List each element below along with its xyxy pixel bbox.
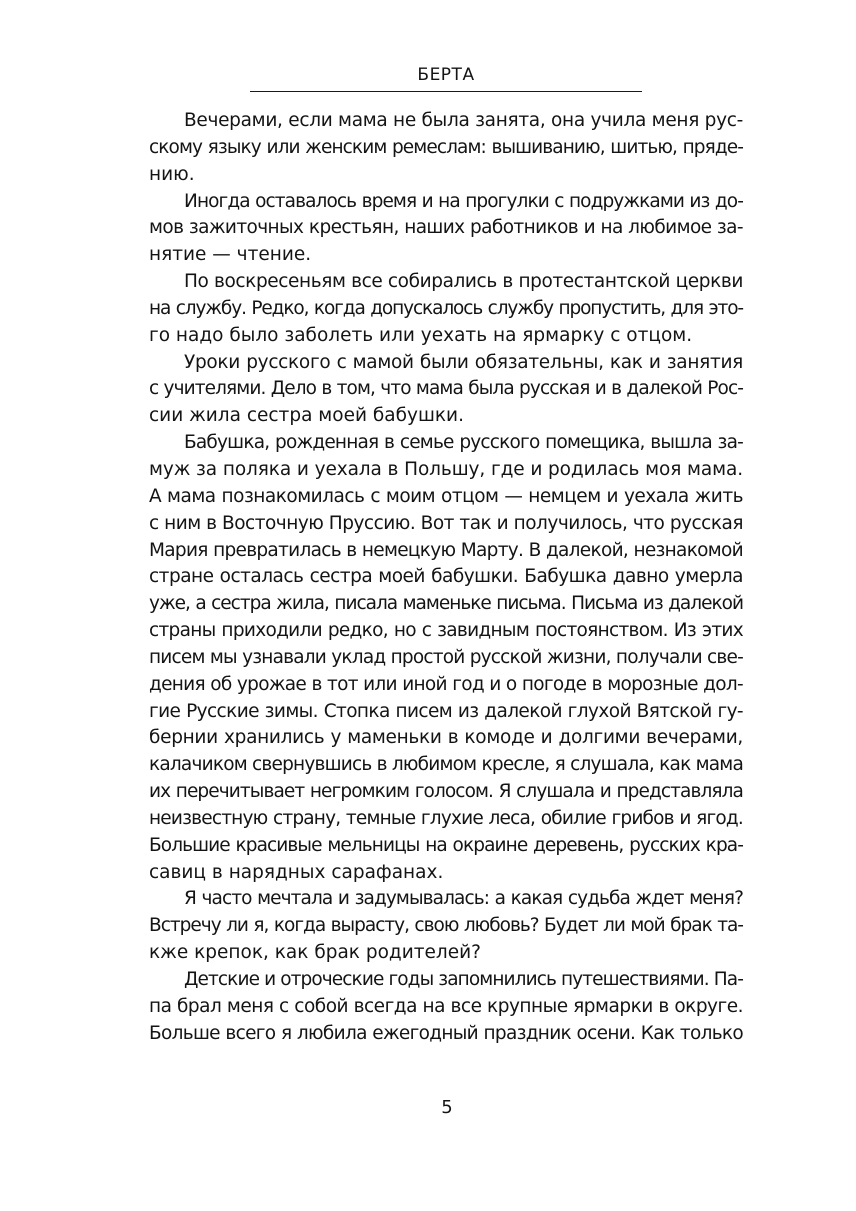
text-line: Бабушка, рожденная в семье русского помещика, вышла за- [184,432,743,454]
text-line: дения об урожае в тот или иной год и о погоде в морозные дол- [149,673,743,695]
text-line: Уроки русского с мамой были обязательны, как и занятия [184,351,743,373]
text-line: гие Русские зимы. Стопка писем из далекой глухой Вятской гу- [149,700,743,722]
text-line: Я часто мечтала и задумывалась: а какая судьба ждет меня? [184,888,743,910]
text-line: на службу. Редко, когда допускалось службу пропустить, для это- [149,297,743,319]
text-line: Вечерами, если мама не была занята, она учила меня рус- [184,110,743,131]
text-line: их перечитывает негромким голосом. Я слушала и представляла [149,781,743,803]
text-line: Иногда оставалось время и на прогулки с подружками из до- [184,190,743,212]
text-line: калачиком свернувшись в любимом кресле, я слушала, как мама [149,754,743,776]
text-line: нятие — чтение. [149,244,312,266]
text-line: с учителями. Дело в том, что мама была русская и в далекой Рос- [149,378,743,400]
text-line: с ним в Восточную Пруссию. Вот так и получилось, что русская [149,512,743,534]
page-number: 5 [441,1097,453,1118]
text-line: уже, а сестра жила, писала маменьке письма. Письма из далекой [149,593,743,615]
text-line: стране осталась сестра моей бабушки. Бабушка давно умерла [149,566,743,588]
text-line: савиц в нарядных сарафанах. [149,861,444,883]
body-text [149,108,743,1048]
text-line: Больше всего я любила ежегодный праздник осени. Как только [149,1022,743,1044]
header-rule [250,91,642,92]
text-line: па брал меня с собой всегда на все крупные ярмарки в округе. [149,995,743,1017]
text-line: скому языку или женским ремеслам: вышиванию, шитью, пряде- [149,136,743,158]
text-line: сии жила сестра моей бабушки. [149,405,464,427]
text-line: страны приходили редко, но с завидным постоянством. Из этих [149,620,743,642]
text-line: мов зажиточных крестьян, наших работников и на любимое за- [149,217,743,239]
text-line: Мария превратилась в немецкую Марту. В далекой, незнакомой [149,539,743,561]
text-line: кже крепок, как брак родителей? [149,942,481,964]
text-line: нию. [149,163,195,185]
text-line: неизвестную страну, темные глухие леса, обилие грибов и ягод. [149,807,743,829]
text-line: Встречу ли я, когда вырасту, свою любовь? Будет ли мой брак та- [149,915,743,937]
text-line: го надо было заболеть или уехать на ярмарку с отцом. [149,324,693,346]
text-line: Детские и отроческие годы запомнились путешествиями. Па- [184,969,743,990]
text-line: А мама познакомилась с моим отцом — немцем и уехала жить [149,485,743,507]
text-line: муж за поляка и уехала в Польшу, где и родилась моя мама. [149,458,743,480]
running-head: БЕРТА [417,65,475,85]
text-line: бернии хранились у маменьки в комоде и долгими вечерами, [149,727,743,749]
text-line: писем мы узнавали уклад простой русской жизни, получали све- [149,646,743,668]
text-line: Большие красивые мельницы на окраине деревень, русских кра- [149,834,743,856]
text-line: По воскресеньям все собирались в протестантской церкви [184,271,743,293]
